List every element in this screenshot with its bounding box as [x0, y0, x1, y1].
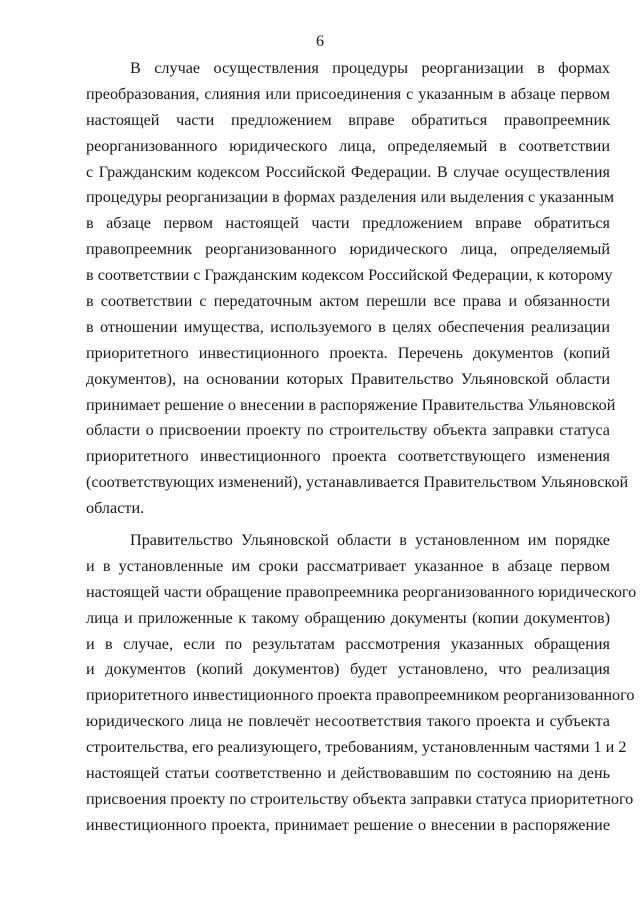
page-number: 6: [316, 33, 324, 50]
text-line: и документов (копий документов) будет установлено, что реализация: [86, 660, 610, 679]
text-line: области о присвоении проекту по строительству объекта заправки статуса: [86, 421, 610, 440]
text-line: в абзаце первом настоящей части предложением вправе обратиться: [86, 214, 610, 233]
text-line: настоящей части предложением вправе обратиться правопреемник: [86, 110, 610, 129]
text-line: в отношении имущества, используемого в целях обеспечения реализации: [86, 317, 610, 336]
text-line: присвоения проекту по строительству объекта заправки статуса приоритетного: [86, 789, 634, 808]
text-line: с Гражданским кодексом Российской Федерации. В случае осуществления: [86, 162, 610, 181]
text-line: области.: [86, 499, 145, 518]
text-line: приоритетного инвестиционного проекта правопреемником реорганизованного: [86, 686, 635, 705]
text-line: и в установленные им сроки рассматривает указанное в абзаце первом: [86, 556, 610, 575]
text-line: в соответствии с Гражданским кодексом Российской Федерации, к которому: [86, 266, 613, 285]
text-line: юридического лица не повлечёт несоответствия такого проекта и субъекта: [86, 712, 610, 731]
text-line: настоящей статьи соответственно и действовавшим по состоянию на день: [86, 764, 610, 783]
text-line: реорганизованного юридического лица, определяемый в соответствии: [86, 136, 610, 155]
text-line: В случае осуществления процедуры реорганизации в формах: [130, 59, 610, 77]
text-line: и в случае, если по результатам рассмотрения указанных обращения: [86, 634, 610, 653]
text-line: правопреемник реорганизованного юридического лица, определяемый: [86, 240, 610, 259]
text-line: приоритетного инвестиционного проекта. Перечень документов (копий: [86, 343, 610, 362]
text-line: в соответствии с передаточным актом перешли все права и обязанности: [86, 292, 610, 311]
text-line: инвестиционного проекта, принимает решение о внесении в распоряжение: [86, 815, 610, 834]
text-line: строительства, его реализующего, требованиям, установленным частями 1 и 2: [86, 738, 627, 757]
paragraph-2: [86, 528, 637, 839]
text-line: процедуры реорганизации в формах разделения или выделения с указанным: [86, 188, 615, 207]
text-line: документов), на основании которых Правительство Ульяновской области: [86, 369, 610, 388]
text-line: приоритетного инвестиционного проекта соответствующего изменения: [86, 447, 610, 466]
text-line: настоящей части обращение правопреемника реорганизованного юридического: [86, 582, 637, 601]
text-line: (соответствующих изменений), устанавливается Правительством Ульяновской: [86, 473, 629, 492]
paragraph-1: [86, 56, 629, 522]
text-line: преобразования, слияния или присоединения с указанным в абзаце первом: [86, 84, 610, 103]
text-line: принимает решение о внесении в распоряжение Правительства Ульяновской: [86, 395, 616, 414]
text-line: лица и приложенные к такому обращению документы (копии документов): [86, 608, 610, 627]
text-line: Правительство Ульяновской области в установленном им порядке: [130, 531, 610, 549]
